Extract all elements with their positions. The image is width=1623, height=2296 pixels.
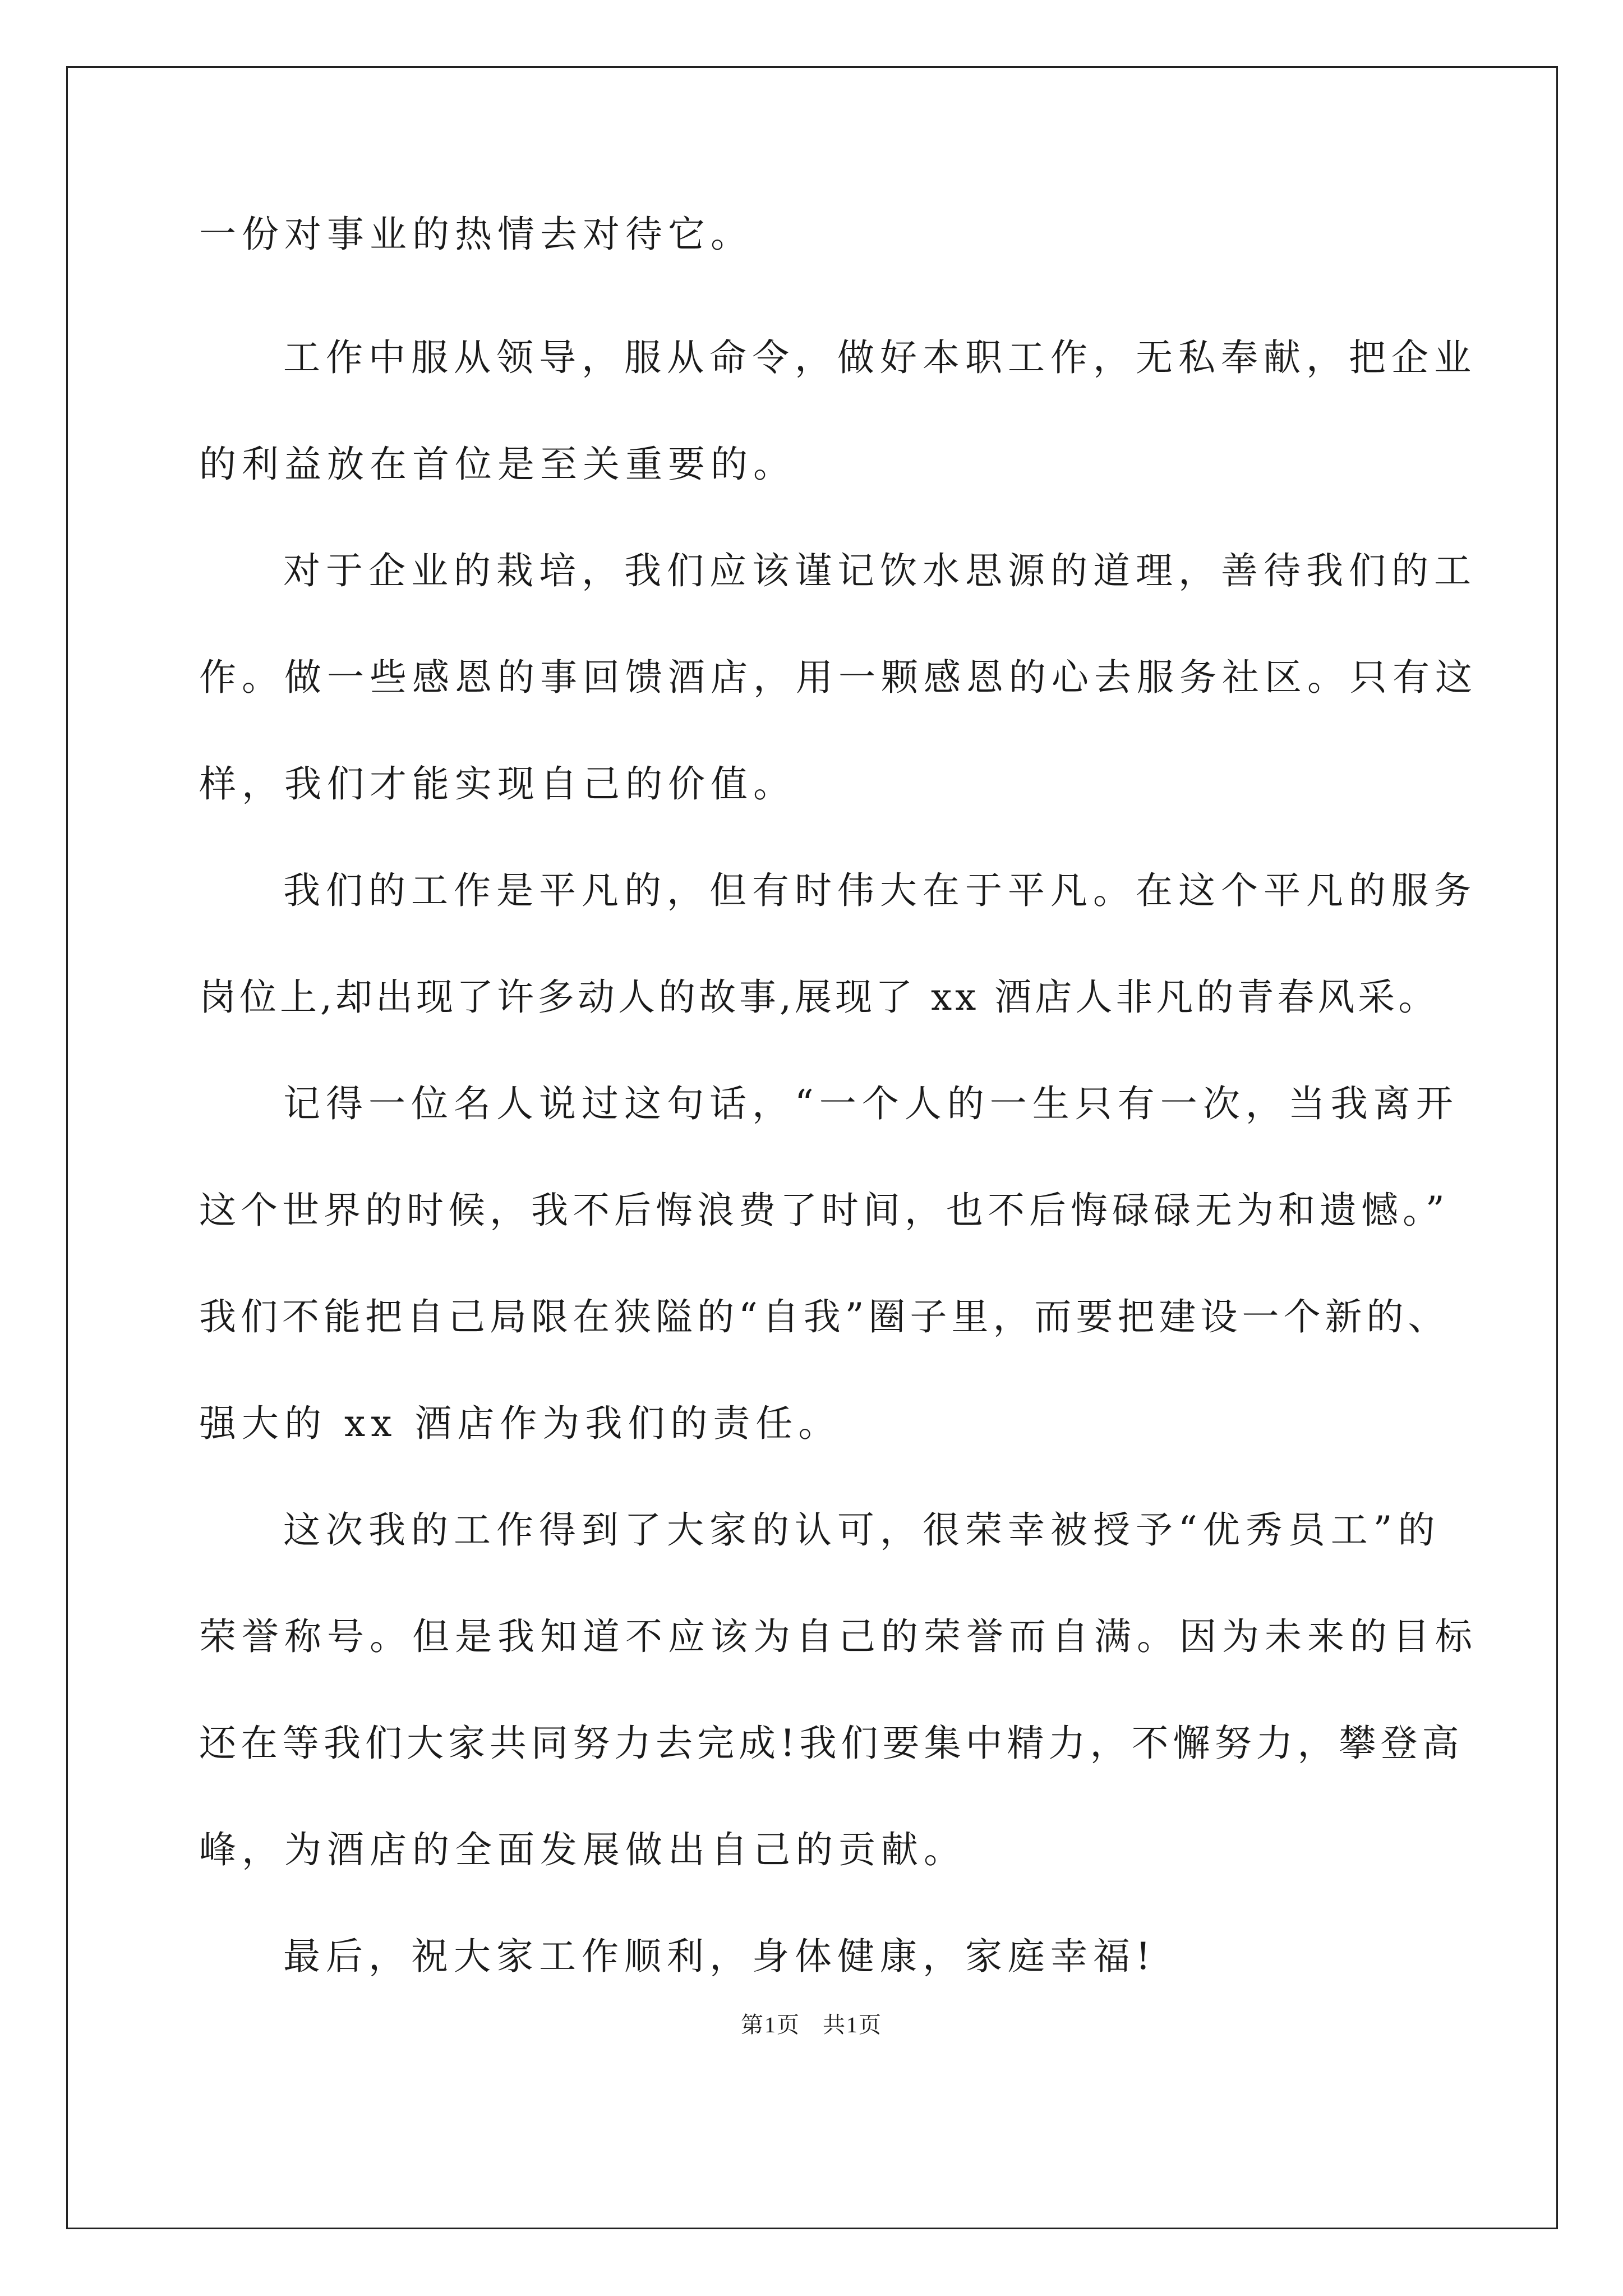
text-line: 最后，祝大家工作顺利，身体健康，家庭幸福! bbox=[283, 1935, 1156, 1978]
text-line: 工作中服从领导，服从命令，做好本职工作，无私奉献，把企业 bbox=[283, 336, 1477, 379]
text-line: 这次我的工作得到了大家的认可，很荣幸被授予“优秀员工”的 bbox=[283, 1508, 1441, 1552]
text-line: 作。做一些感恩的事回馈酒店，用一颗感恩的心去服务社区。只有这 bbox=[199, 656, 1478, 699]
page-border bbox=[66, 66, 1558, 2229]
text-line: 这个世界的时候，我不后悔浪费了时间，也不后悔碌碌无为和遗憾。” bbox=[199, 1189, 1449, 1232]
text-line: 对于企业的栽培，我们应该谨记饮水思源的道理，善待我们的工 bbox=[283, 549, 1477, 592]
text-line: 荣誉称号。但是我知道不应该为自己的荣誉而自满。因为未来的目标 bbox=[199, 1615, 1478, 1658]
page-number-current: 第1页 bbox=[741, 2012, 800, 2037]
page-number-total: 共1页 bbox=[823, 2012, 882, 2037]
page-footer bbox=[0, 2011, 1623, 2039]
text-line: 样，我们才能实现自己的价值。 bbox=[199, 762, 796, 806]
text-line: 记得一位名人说过这句话，“一个人的一生只有一次，当我离开 bbox=[283, 1082, 1459, 1125]
text-line: 岗位上,却出现了许多动人的故事,展现了 xx 酒店人非凡的青春风采。 bbox=[199, 976, 1439, 1019]
text-line: 一份对事业的热情去对待它。 bbox=[199, 213, 753, 256]
text-line: 强大的 xx 酒店作为我们的责任。 bbox=[199, 1402, 841, 1445]
text-line: 还在等我们大家共同努力去完成!我们要集中精力，不懈努力，攀登高 bbox=[199, 1722, 1464, 1765]
text-line: 我们的工作是平凡的，但有时伟大在于平凡。在这个平凡的服务 bbox=[283, 869, 1477, 912]
text-line: 峰，为酒店的全面发展做出自己的贡献。 bbox=[199, 1828, 966, 1871]
text-line: 的利益放在首位是至关重要的。 bbox=[199, 443, 796, 486]
text-line: 我们不能把自己局限在狭隘的“自我”圈子里，而要把建设一个新的、 bbox=[199, 1295, 1450, 1338]
